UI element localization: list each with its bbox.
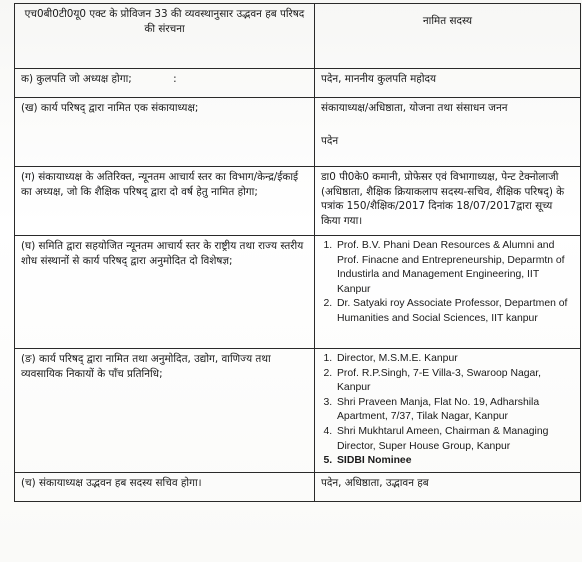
row-d-left-text: (घ) समिति द्वारा सहयोजित न्यूनतम आचार्य स्तर के राष्ट्रीय तथा राज्य स्तरीय शोध संस्थानों से कार्य परिषद् द्वारा अनुमोदित दो विशेषज्ञ; bbox=[21, 240, 304, 267]
table-row bbox=[15, 69, 581, 98]
row-f-right-text: पदेन, अधिष्ठाता, उद्भावन हब bbox=[321, 476, 429, 489]
row-a-right-cell bbox=[315, 69, 581, 98]
header-left-cell bbox=[15, 4, 315, 69]
table-row bbox=[15, 236, 581, 349]
row-f-left-text: (च) संकायाध्यक्ष उद्भवन हब सदस्य सचिव होगा। bbox=[21, 476, 202, 489]
row-c-left-cell bbox=[15, 167, 315, 236]
table-row bbox=[15, 472, 581, 501]
list-item: 4. Shri Mukhtarul Ameen, Chairman & Managing Director, Super House Group, Kanpur bbox=[335, 425, 574, 454]
list-item: 2. Prof. R.P.Singh, 7-E Villa-3, Swaroop Nagar, Kanpur bbox=[335, 367, 574, 396]
table-header-row bbox=[15, 4, 581, 69]
row-e-right-cell bbox=[315, 349, 581, 473]
row-b-left-text: (ख) कार्य परिषद् द्वारा नामित एक संकायाध्यक्ष; bbox=[21, 102, 199, 114]
row-a-left-cell bbox=[15, 69, 315, 98]
row-b-right-text-2: पदेन bbox=[321, 134, 339, 147]
table-row bbox=[15, 98, 581, 167]
row-d-left-cell bbox=[15, 236, 315, 349]
row-a-left-text: क) कुलपति जो अध्यक्ष होगा; bbox=[21, 73, 132, 85]
row-e-left-text: (ङ) कार्य परिषद् द्वारा नामित तथा अनुमोदित, उद्योग, वाणिज्य तथा व्यवसायिक निकायों के पाँच प्रतिनिधि; bbox=[21, 353, 271, 380]
row-b-right-cell bbox=[315, 98, 581, 167]
row-a-right-text: पदेन, माननीय कुलपति महोदय bbox=[321, 73, 437, 85]
council-composition-table bbox=[14, 3, 581, 502]
row-f-left-cell bbox=[15, 472, 315, 501]
representatives-list bbox=[321, 352, 574, 469]
table-row bbox=[15, 349, 581, 473]
list-item: 1. Director, M.S.M.E. Kanpur bbox=[335, 352, 574, 367]
header-left-text: एच0बी0टी0यू0 एक्ट के प्रोविजन 33 की व्यवस्थानुसार उद्भवन हब परिषद की संरचना bbox=[24, 8, 305, 35]
row-c-right-text: डा0 पी0के0 कमानी, प्रोफेसर एवं विभागाध्यक्ष, पेन्ट टेक्नोलाजी (अधिष्ठाता, शैक्षिक क्रियाकलाप सदस्य-सचिव, शैक्षिक परिषद्) के पत्रांक 150/शैक्षिक/2017 दिनांक 18/07/2017द्वारा सूच्य किया गया। bbox=[321, 171, 565, 227]
row-d-right-cell bbox=[315, 236, 581, 349]
row-b-right-text: संकायाध्यक्ष/अधिष्ठाता, योजना तथा संसाधन जनन bbox=[321, 102, 508, 114]
row-c-right-cell bbox=[315, 167, 581, 236]
header-right-cell bbox=[315, 4, 581, 69]
experts-list bbox=[321, 239, 574, 327]
list-item: 1. Prof. B.V. Phani Dean Resources & Alumni and Prof. Finacne and Entrepreneurship, Deparmtn of Industirla and Management Engineering, IIT Kanpur bbox=[335, 239, 574, 297]
row-a-colon: : bbox=[173, 73, 177, 85]
row-e-left-cell bbox=[15, 349, 315, 473]
row-b-left-cell bbox=[15, 98, 315, 167]
list-item: 3. Shri Praveen Manja, Flat No. 19, Adharshila Apartment, 7/37, Tilak Nagar, Kanpur bbox=[335, 396, 574, 425]
row-f-right-cell bbox=[315, 472, 581, 501]
header-right-text: नामित सदस्य bbox=[422, 15, 473, 27]
table-row bbox=[15, 167, 581, 236]
list-item: 5. SIDBI Nominee bbox=[335, 454, 574, 469]
list-item: 2. Dr. Satyaki roy Associate Professor, Departmen of Humanities and Social Sciences, IIT kanpur bbox=[335, 297, 574, 326]
row-c-left-text: (ग) संकायाध्यक्ष के अतिरिक्त, न्यूनतम आचार्य स्तर का विभाग/केन्द्र/ईकाई का अध्यक्ष, जो कि शैक्षिक परिषद् द्वारा दो वर्ष हेतु नामित होगा; bbox=[21, 171, 299, 198]
